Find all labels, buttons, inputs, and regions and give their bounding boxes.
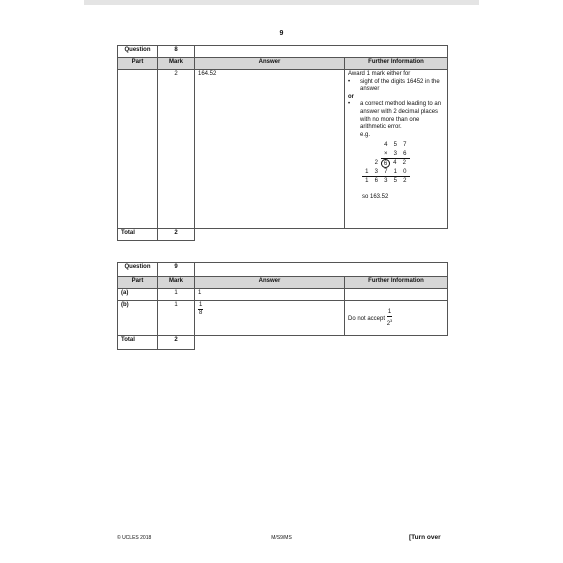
- further-fraction: $\frac{1}{2^3}$: [386, 308, 393, 327]
- answer-cell: 164.52: [195, 70, 345, 229]
- question-label: Question: [118, 46, 158, 58]
- question-label: Question: [118, 263, 158, 277]
- col-header-further: Further Information: [345, 58, 448, 70]
- calc-row-4: 1 3 7 1 0: [362, 168, 444, 177]
- total-mark: 2: [158, 336, 195, 350]
- further-info-cell: [345, 301, 448, 336]
- table-row: [118, 301, 448, 336]
- col-header-mark: Mark: [158, 277, 195, 289]
- further-intro: Award 1 mark either for: [348, 71, 411, 77]
- header-blank: [195, 263, 448, 277]
- part-cell: (a): [118, 289, 158, 301]
- footer-code: M/S9/MS: [271, 535, 292, 541]
- mark-cell: 2: [158, 70, 195, 229]
- col-header-part: Part: [118, 58, 158, 70]
- bullet-item: [348, 79, 444, 94]
- further-info-cell: [345, 70, 448, 229]
- calc-row-3: 2 6 4 2: [374, 160, 406, 168]
- answer-cell: [195, 301, 345, 336]
- bullet-item: [348, 101, 444, 131]
- col-header-part: Part: [118, 277, 158, 289]
- footer-turn-over: [Turn over: [409, 534, 441, 541]
- footer-copyright: © UCLES 2018: [117, 535, 152, 541]
- circled-digit: 6: [381, 159, 390, 168]
- col-header-answer: Answer: [195, 58, 345, 70]
- top-shadow-bar: [84, 0, 479, 5]
- page-number: 9: [279, 30, 284, 37]
- table-row: [118, 70, 448, 229]
- total-label: Total: [118, 336, 158, 350]
- further-info-cell: [345, 289, 448, 301]
- calc-row-2: × 3 6: [362, 150, 444, 159]
- question-9-table: [117, 262, 448, 350]
- long-multiplication: [362, 141, 444, 186]
- calc-row-1: 4 5 7: [384, 142, 407, 149]
- bullet-icon: •: [348, 101, 351, 108]
- col-header-mark: Mark: [158, 58, 195, 70]
- or-label: or: [348, 93, 354, 100]
- eg-label: e.g.: [360, 131, 371, 138]
- part-cell: (b): [118, 301, 158, 336]
- part-cell: [118, 70, 158, 229]
- question-8-table: [117, 45, 448, 241]
- header-blank: [195, 46, 448, 58]
- table-row: [118, 289, 448, 301]
- question-number: 9: [158, 263, 195, 277]
- bullet-icon: •: [348, 78, 351, 85]
- col-header-answer: Answer: [195, 277, 345, 289]
- mark-cell: 1: [158, 289, 195, 301]
- calc-row-5: 1 6 3 5 2: [365, 178, 407, 185]
- mark-cell: 1: [158, 301, 195, 336]
- col-header-further: Further Information: [345, 277, 448, 289]
- so-result: so 163.52: [362, 194, 389, 201]
- further-text: Do not accept: [348, 315, 386, 322]
- bullet-text: sight of the digits 16452 in the answer: [360, 78, 440, 93]
- answer-fraction: $\frac{1}{8}$: [199, 302, 203, 316]
- total-mark: 2: [158, 229, 195, 241]
- total-label: Total: [118, 229, 158, 241]
- question-number: 8: [158, 46, 195, 58]
- bullet-text: a correct method leading to an answer with 2 decimal places with no more than one arithmetic error.: [360, 101, 442, 131]
- answer-cell: 1: [195, 289, 345, 301]
